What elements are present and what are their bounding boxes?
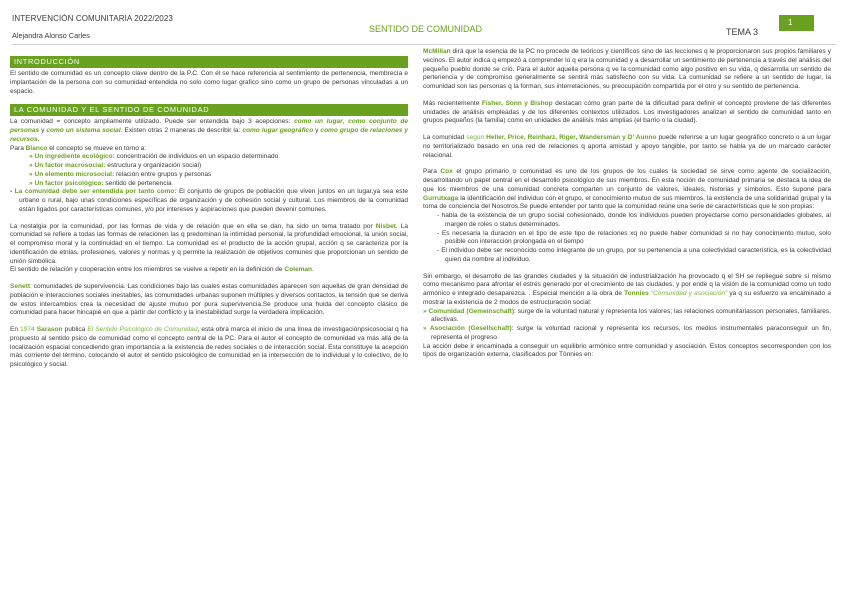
paragraph-blanco: Para Blanco el concepto se mueve en torno a:	[10, 144, 147, 152]
course-header: INTERVENCIÓN COMUNITARIA 2022/2023	[12, 14, 173, 23]
page-number-badge: 1	[779, 15, 814, 31]
intro-paragraph: El sentido de comunidad es un concepto clave dentro de la P.C. Con él se hace referencia al sentimiento de pertenencia, membrecía e implantación de la persona con su comunidad entendida no solo como lugar grafico sino como un grupo de personas vinculadas a un espacio.	[10, 70, 408, 95]
list-item: » Asociación (Gesellschaft): surge la voluntad racional y representa los recursos, los medios instrumentales paraconseguir un fin, representa el progreso.	[423, 325, 832, 341]
list-item: » Un ingrediente ecológico: concentración de individuos en un espacio determinado	[29, 153, 279, 161]
list-item: - El individuo debe ser reconocido como integrante de un grupo, por su pertenencia a una colectividad característica, es la colectividad quien da nombre al individuo.	[437, 247, 832, 263]
paragraph-fisher: Más recientemente Fisher, Sonn y Bishop destacan cómo gran parte de la dificultad para definir el concepto proviene de las diferentes unidades de análisis empleadas y de los diferentes contextos utilizados. Los investigadores analizan el sentido de comunidad tanto en grupos pequeños (la familia) como en unidades de análisis más amplias (el barrio o la ciudad).	[423, 99, 831, 125]
factor-list	[10, 153, 408, 188]
page-title: SENTIDO DE COMUNIDAD	[369, 24, 483, 34]
paragraph-nisbet: La nostalgia por la comunidad, por las formas de vida y de relación que en ella se dan, ha sido un tema tratado por Nisbet. La comunidad se refiere a todas las formas de relaciónen las q predominan la intimidad personal, la profundidad emocional, la unión social, el compromiso moral y la continuidad en el tiempo. La comunidad es el producto de la acción grupal, acción q se caracteriza por la identificación de etnias, profesiones, valores y normas y q permite la realización de objetivos comunes que proporcionan un sentido de unión simbólica.	[10, 222, 408, 265]
author-name: Alejandra Alonso Carles	[12, 31, 90, 40]
definition-bullet: - La comunidad debe ser entendida por tanto como: El conjunto de grupos de población que viven juntos en un lugar,ya sea este urbano o rural, bajo unas condiciones específicas de organización y de cohesión social y cultural. Los miembros de la comunidad están ligados por características comunes, y/o por intereses y aspiraciones que pueden devenir comunes.	[10, 188, 408, 213]
left-column	[10, 56, 408, 378]
list-item: » Comunidad (Gemeinschaft): surge de la voluntad natural y representa los valores; las relaciones comunitariasson personales, familiares, afectivas.	[423, 307, 831, 324]
tema-label: TEMA 3	[726, 27, 759, 37]
section-heading: LA COMUNIDAD Y EL SENTIDO DE COMUNIDAD	[10, 104, 408, 116]
list-item: » Un elemento microsocial: relación entre grupos y personas	[29, 170, 212, 178]
paragraph-tonnies: Sin embargo, el desarrollo de las grandes ciudades y la situación de industrialización ha provocado q el SH se repliegue sobre sí mismo como mecanismo para afrontar el estrés generado por el crecimiento de las ciudades, y por ende q la visión de la comunidad como un todo armónico e integrado desaparezca. . Especial mención a la obra de Tonnies “Comunidad y asociación” ya q su esfuerzo va encaminado a mostrar la existencia de 2 modos de estructuración social:	[423, 272, 831, 306]
list-item: - Es necesaria la duración en el tipo de este tipo de relaciones xq no puede haber comunidad si no hay conocimiento mutuo, solo posible con interacción prolongada en el tiempo	[437, 229, 831, 246]
paragraph-acepciones: La comunidad = concepto ampliamente utilizado. Puede ser entendida bajo 3 acepciones: como un lugar, como conjunto de personas y como un sistema social. Existen otras 2 maneras de describir la: como lugar geográfico y como grupo de relaciones y recursos.	[10, 118, 408, 143]
paragraph-coleman: El sentido de relación y cooperación entre los miembros se vuelve a repetir en la definición de Coleman.	[10, 266, 314, 274]
right-column	[423, 48, 831, 360]
list-item: » Un factor macrosocial: estructura y organización social)	[29, 162, 202, 169]
paragraph-cox: Para Cox el grupo primario o comunidad es uno de los grupos de los cuales la sociedad se sirve como agente de socialización, desarrollando un papel central en el desarrollo psicológico de sus miembros. En esta noción de comunidad primaria se destaca la idea de que los miembros de una comunidad concreta comparten un conjunto de valores, ideales, historias y símbolos. Esto supone para Gurrutxaga la identificación del individuo con el grupo, el conocimiento mutuo de sus miembros, la existencia de una solidaridad grupal y la toma de conciencia del Nosotros.Se puede entender por tanto que la comunidad reúne una serie de características que le son propias:	[423, 168, 831, 211]
paragraph-mcmillan: McMillan dirá que la esencia de la PC no procede de teóricos y científicos sino de las lecciones q le proporcionaron sus propios familiares y vecinos. El autor indica q empezó a comprender lo q era la comunidad y a desarrollar un sentimiento de pertenencia a través del análisis del pequeño pueblo donde se crió. Para el autor aquella persona q ve la comunidad como algo positivo en su vida, q desarrolla un sentido de pertenencia y de compromiso generalmente se sentirá más satisfecho con su vida. La comunidad se refiere a un sentido de lugar, la comunidad son las personas q la forman, sus interrelaciones, su preocupación compartida por el otro y su sentido de pertenencia.	[423, 48, 831, 90]
intro-heading: INTRODUCCIÓN	[10, 56, 408, 68]
list-item: - habla de la existencia de un grupo social cohesionado, donde los individuos pueden proyectarse como personalidades globales, al margen de roles o status determinados.	[437, 212, 832, 228]
header-divider	[12, 44, 836, 45]
paragraph-heller: La comunidad según Heller, Price, Reinharz, Riger, Wandersman y D’ Aunno puede referirse a un lugar geográfico concreto o a un lugar no territorializado basado en una red de relaciones q aporta amistad y apoyo tangible, por tanto se habla ya de un marcado carácter relacional.	[423, 134, 831, 159]
list-item: » Un factor psicológico: sentido de pertenencia	[29, 179, 172, 187]
paragraph-senett: Senett: comunidades de supervivencia. Las condiciones bajo las cuales estas comunidades aparecen son aquellas de gran densidad de población e interacciones sociales inestables, las comunidades urbanas suponen múltiples y diversos contactos, la tensión que se deriva de estos intercambios crea la necesidad de ajuste mutuo por pura supervivencia.Se produce una huida del concepto clásico de comunidad para hacer hincapié en que a partir del conflicto y la inestabilidad surge la verdadera implicación.	[10, 283, 408, 317]
paragraph-sarason: En 1974 Sarason publica El Sentido Psicológico de Comunidad, esta obra marca el inicio de una línea de investigaciónpsicosocial q ha propuesto al sentido psico de comunidad como el concepto central de la PC. Para el autor el concepto de comunidad va más allá de la localización espacial concediendo gran importancia a la existencia de redes sociales o de interacción social. Esta constituye la acepción más corriente del término, colocando el autor el sentido psicológico de comunidad en la intersección de lo individual y lo colectivo, de lo psicológico y social.	[10, 326, 408, 368]
paragraph-equilibrio: La acción debe ir encaminada a conseguir un equilibrio armónico entre comunidad y asociación. Estos conceptos secorresponden con los tipos de organización externa, clasificados por Tönnies en:	[423, 342, 831, 359]
characteristics-list	[423, 212, 831, 265]
